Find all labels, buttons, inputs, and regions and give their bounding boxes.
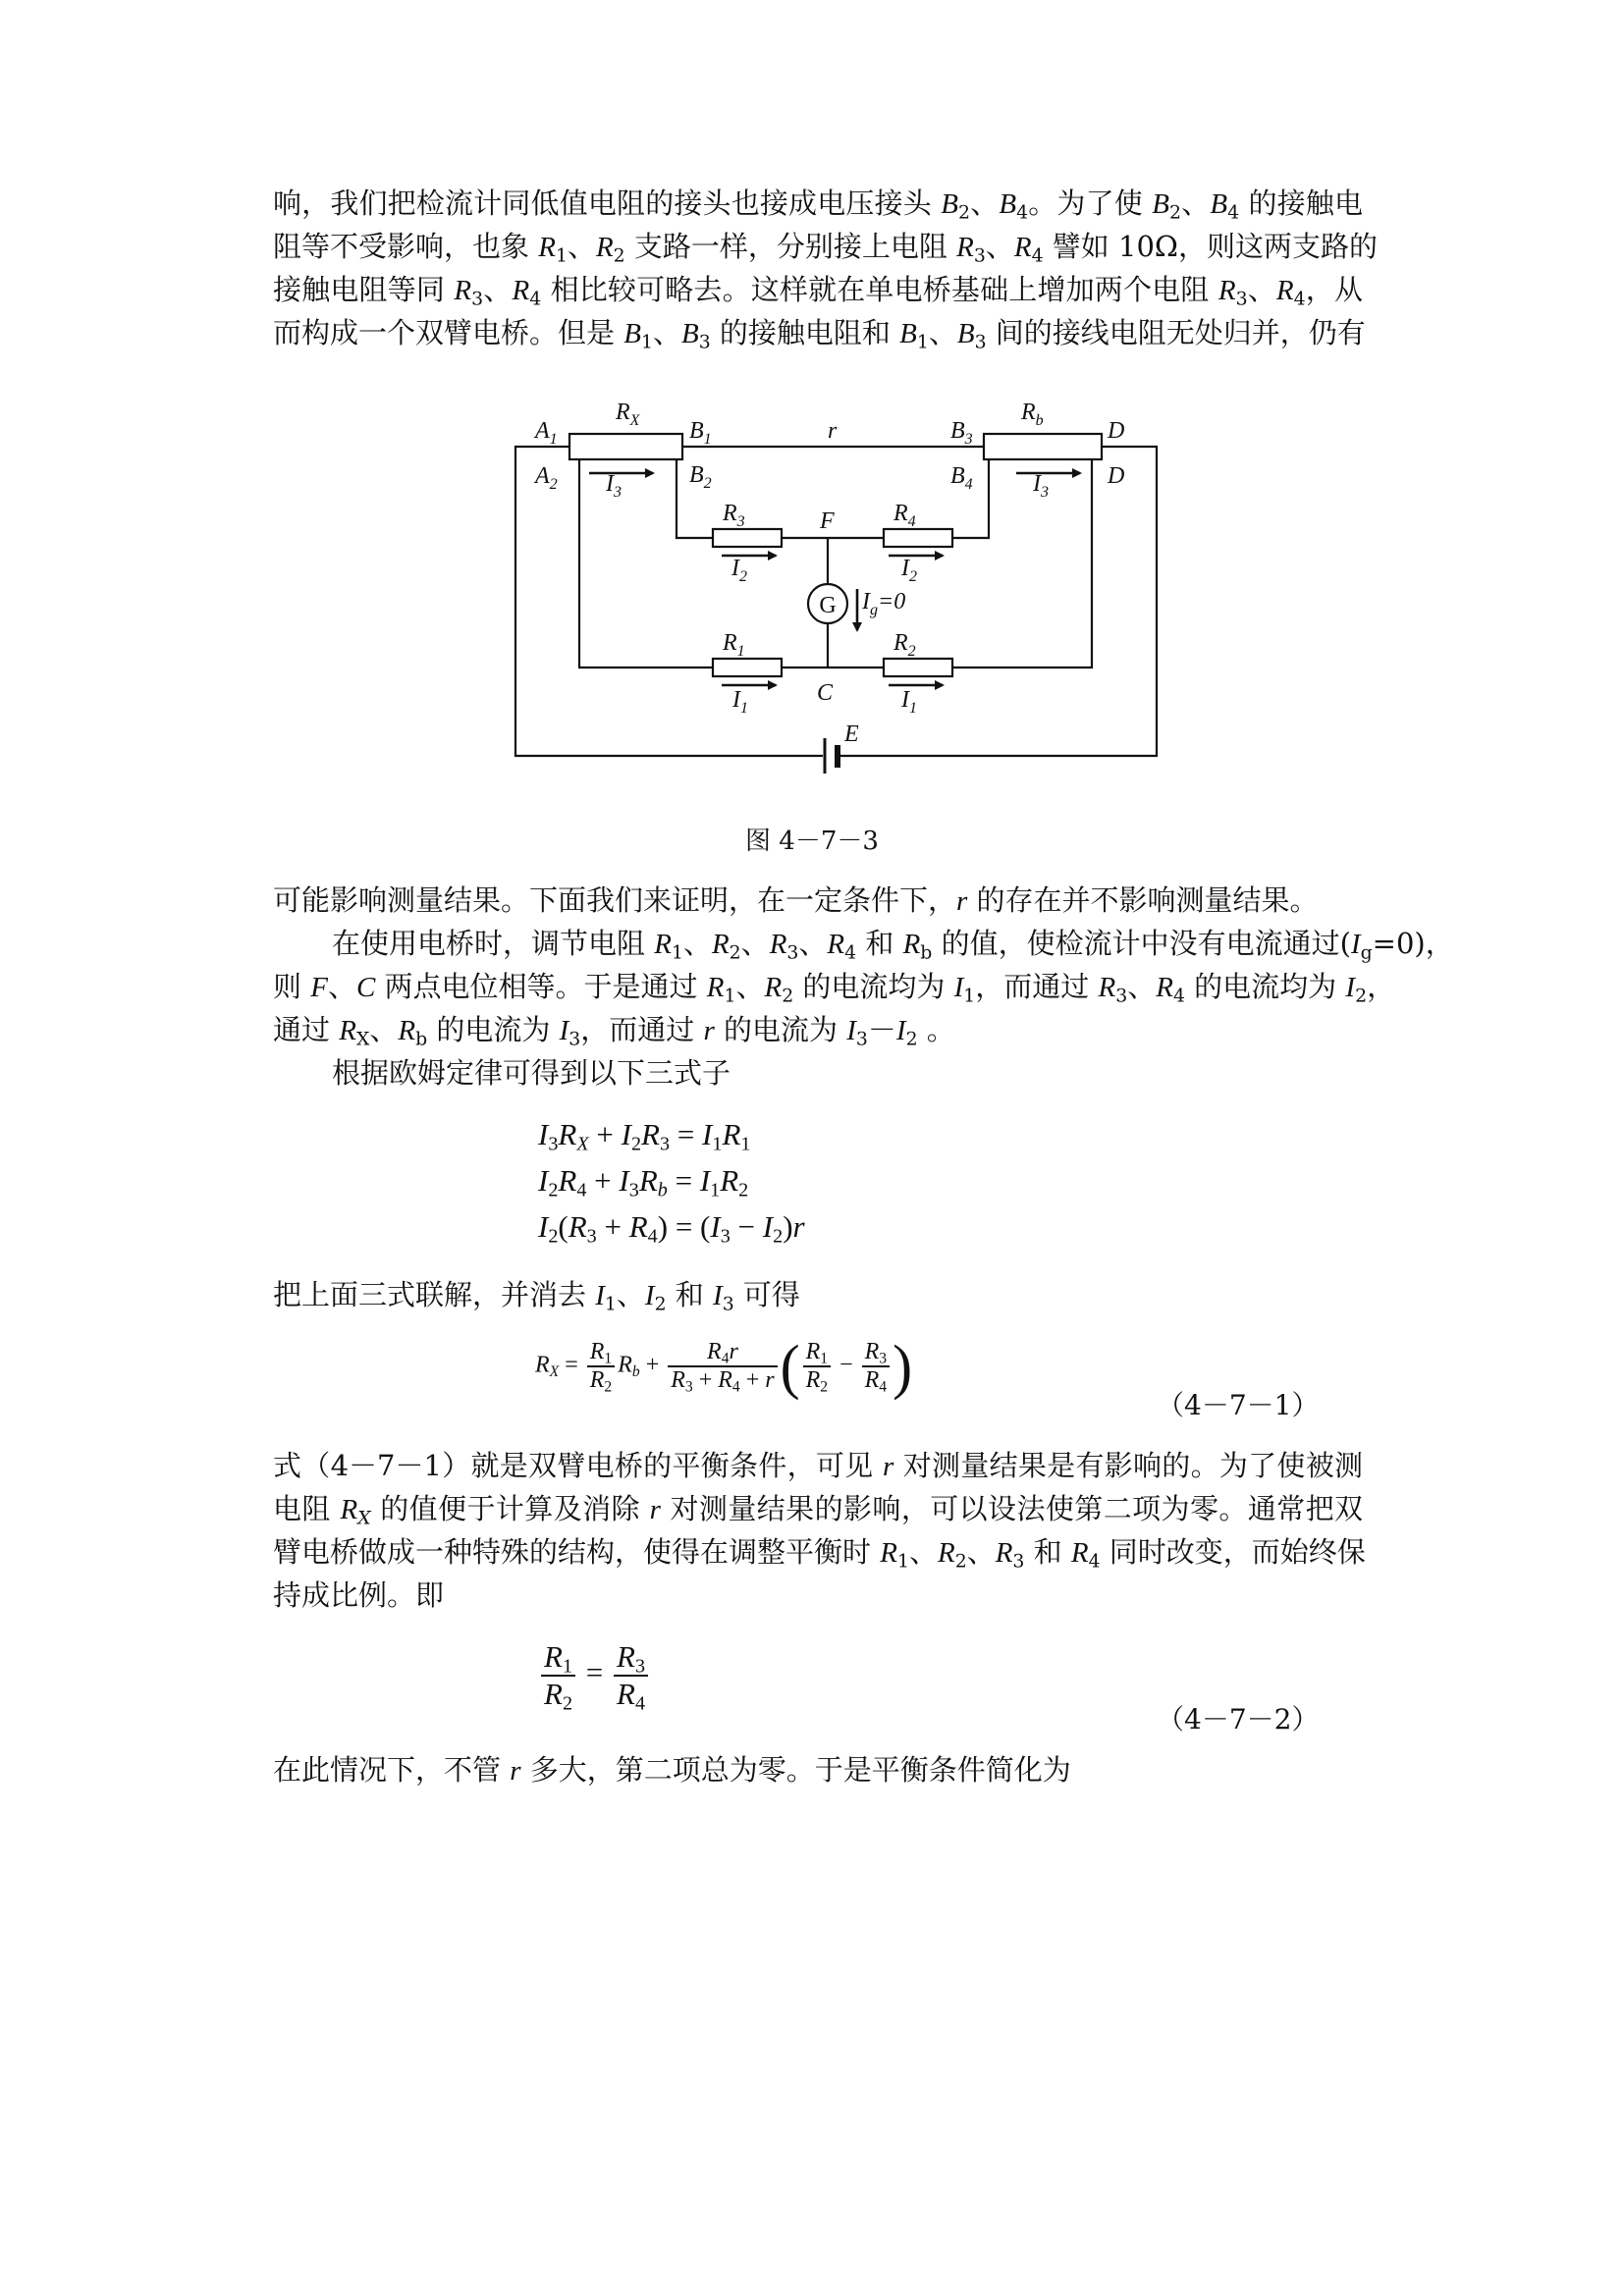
galvanometer-label: G (819, 593, 837, 618)
label-r: r (828, 418, 838, 444)
fraction: $\frac{R_3}{R_4}$ (862, 1339, 890, 1394)
outer-wire (515, 447, 823, 756)
label-b3: $B_3$ (950, 418, 973, 448)
label-d-top: D (1108, 418, 1125, 444)
label-rb: $R_b$ (1021, 400, 1044, 429)
text-line: 式（4－7－1）就是双臂电桥的平衡条件，可见 r 对测量结果是有影响的。为了使被测 (273, 1449, 1363, 1482)
text-line: 在使用电桥时，调节电阻 $R_1$、$R_2$、$R_3$、$R_4$ 和 $R_b$ 的值，使检流计中没有电流通过$(I_g=0)$， (332, 927, 1454, 964)
resistor-r3 (713, 529, 782, 547)
label-i3-left: $I_3$ (606, 471, 622, 501)
fraction: $\frac{R_1}{R_2}$ (541, 1639, 575, 1712)
resistor-r2 (884, 659, 952, 676)
double-bridge-circuit-diagram (0, 0, 1624, 785)
equation-number: （4－7－1） (1157, 1389, 1320, 1421)
text-line: 电阻 $R_X$ 的值便于计算及消除 r 对测量结果的影响，可以设法使第二项为零。通常把双 (273, 1492, 1364, 1529)
fraction: $\frac{R_1}{R_2}$ (803, 1339, 831, 1394)
label-r1: $R_1$ (723, 630, 745, 660)
text-line: 接触电阻等同 $R_3$、$R_4$ 相比较可略去。这样就在单电桥基础上增加两个电阻 $R_3$、$R_4$，从 (273, 273, 1363, 310)
label-b2: $B_2$ (689, 462, 712, 492)
text-line: 把上面三式联解，并消去 $I_1$、$I_2$ 和 $I_3$ 可得 (273, 1278, 800, 1315)
text-line: 持成比例。即 (273, 1578, 445, 1612)
resistor-rx (569, 434, 682, 459)
text-line: 阻等不受影响，也象 $R_1$、$R_2$ 支路一样，分别接上电阻 $R_3$、$R_4$ 譬如 10Ω，则这两支路的 (273, 230, 1378, 267)
text-line: 在此情况下，不管 r 多大，第二项总为零。于是平衡条件简化为 (273, 1753, 1071, 1787)
label-e: E (844, 721, 859, 747)
text-line: 通过 $R_X$、$R_b$ 的电流为 $I_3$，而通过 r 的电流为 $I_3-I_2$ 。 (273, 1013, 955, 1050)
resistor-r1 (713, 659, 782, 676)
resistor-r4 (884, 529, 952, 547)
label-r4: $R_4$ (893, 501, 916, 530)
text-line: 根据欧姆定律可得到以下三式子 (332, 1056, 731, 1090)
label-i2-left: $I_2$ (731, 556, 747, 585)
label-a1: $A_1$ (535, 418, 558, 448)
label-ig: $I_g=0$ (862, 589, 906, 618)
label-b1: $B_1$ (689, 418, 712, 448)
label-c: C (817, 680, 834, 706)
r1-r2-branch (579, 452, 1092, 667)
figure-caption: 图 4－7－3 (745, 827, 879, 856)
equation-4-7-1: $R_X$ = $\frac{R_1}{R_2}$ $R_b$ + $\frac{R_4r}{R_3 + R_4 + r}$ ( $\frac{R_1}{R_2}$ − $\frac{R_3}{R_4}$ ) (535, 1332, 913, 1401)
label-i3-right: $I_3$ (1033, 471, 1049, 501)
label-d-bottom: D (1108, 463, 1125, 489)
equation-1: $I_3R_X + I_2R_3 = I_1R_1$ (538, 1117, 751, 1155)
text-line: 而构成一个双臂电桥。但是 $B_1$、$B_3$ 的接触电阻和 $B_1$、$B_3$ 间的接线电阻无处归并，仍有 (273, 316, 1366, 353)
label-i1-left: $I_1$ (732, 687, 748, 717)
equation-4-7-2: $\frac{R_1}{R_2}$ = $\frac{R_3}{R_4}$ (538, 1639, 651, 1712)
resistor-rb (984, 434, 1102, 459)
equation-3: $I_2(R_3 + R_4) = (I_3 - I_2)r$ (538, 1209, 805, 1248)
label-f: F (820, 508, 835, 534)
label-r3: $R_3$ (723, 501, 745, 530)
label-i1-right: $I_1$ (901, 687, 917, 717)
text-line: 臂电桥做成一种特殊的结构，使得在调整平衡时 $R_1$、$R_2$、$R_3$ 和 $R_4$ 同时改变，而始终保 (273, 1535, 1366, 1573)
label-a2: $A_2$ (535, 463, 558, 493)
fraction: $\frac{R_1}{R_2}$ (587, 1339, 615, 1394)
fraction: $\frac{R_4r}{R_3 + R_4 + r}$ (668, 1339, 777, 1394)
label-rx: $R_X$ (616, 400, 640, 429)
fraction: $\frac{R_3}{R_4}$ (614, 1639, 648, 1712)
equation-2: $I_2R_4 + I_3R_b = I_1R_2$ (538, 1163, 749, 1201)
text-line: 响，我们把检流计同低值电阻的接头也接成电压接头 $B_2$、$B_4$。为了使 $B_2$、$B_4$ 的接触电 (273, 187, 1363, 224)
label-i2-right: $I_2$ (901, 556, 917, 585)
text-line: 可能影响测量结果。下面我们来证明，在一定条件下，r 的存在并不影响测量结果。 (273, 883, 1319, 917)
equation-number: （4－7－2） (1157, 1703, 1320, 1735)
label-b4: $B_4$ (950, 463, 973, 493)
text-line: 则 F、C 两点电位相等。于是通过 $R_1$、$R_2$ 的电流均为 $I_1$，而通过 $R_3$、$R_4$ 的电流均为 $I_2$， (273, 970, 1396, 1007)
label-r2: $R_2$ (893, 630, 916, 660)
